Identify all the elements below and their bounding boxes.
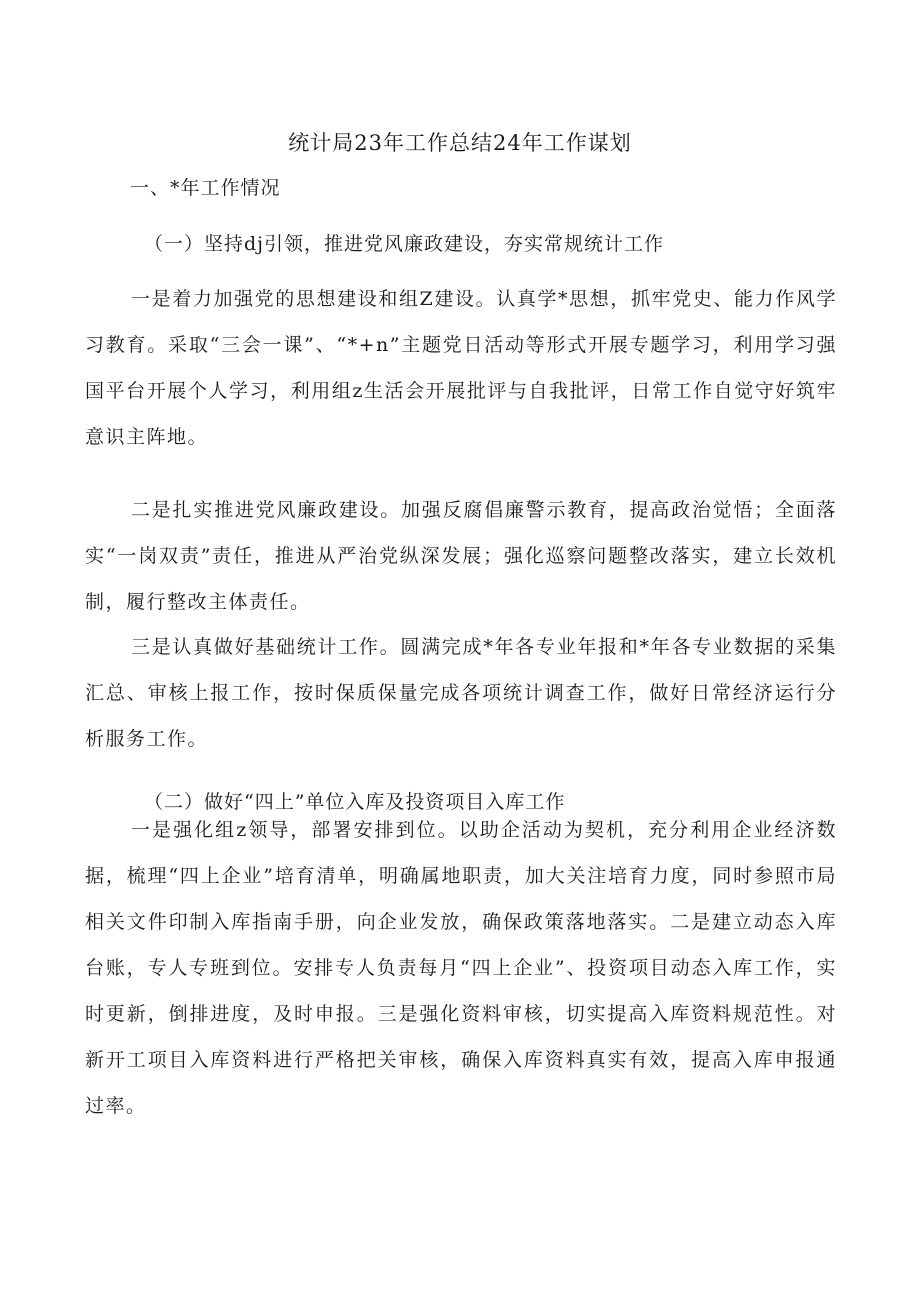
section-heading-1: 一、*年工作情况 xyxy=(130,177,281,199)
paragraph-statistics-work: 三是认真做好基础统计工作。圆满完成*年各专业年报和*年各专业数据的采集汇总、审核上报工作，按时保质保量完成各项统计调查工作，做好日常经济运行分析服务工作。 xyxy=(85,636,837,750)
paragraph-integrity: 二是扎实推进党风廉政建设。加强反腐倡廉警示教育，提高政治觉悟；全面落实“一岗双责”责任，推进从严治党纵深发展；强化巡察问题整改落实，建立长效机制，履行整改主体责任。 xyxy=(85,499,837,613)
subsection-heading-2: （二）做好“四上”单位入库及投资项目入库工作 xyxy=(144,791,566,813)
subsection-heading-1: （一）坚持dj引领，推进党风廉政建设，夯实常规统计工作 xyxy=(144,233,665,255)
document-title: 统计局23年工作总结24年工作谋划 xyxy=(288,131,632,155)
paragraph-enterprise-registration: 一是强化组z领导，部署安排到位。以助企活动为契机，充分利用企业经济数据，梳理“四上企业”培育清单，明确属地职责，加大关注培育力度，同时参照市局相关文件印制入库指南手册，向企业发放，确保政策落地落实。二是建立动态入库台账，专人专班到位。安排专人负责每月“四上企业”、投资项目动态入库工作，实时更新，倒排进度，及时申报。三是强化资料审核，切实提高入库资料规范性。对新开工项目入库资料进行严格把关审核，确保入库资料真实有效，提高入库申报通过率。 xyxy=(85,819,837,1117)
paragraph-party-building: 一是着力加强党的思想建设和组Z建设。认真学*思想，抓牢党史、能力作风学习教育。采取“三会一课”、“*+n”主题党日活动等形式开展专题学习，利用学习强国平台开展个人学习，利用组z生活会开展批评与自我批评，日常工作自觉守好筑牢意识主阵地。 xyxy=(85,288,837,448)
